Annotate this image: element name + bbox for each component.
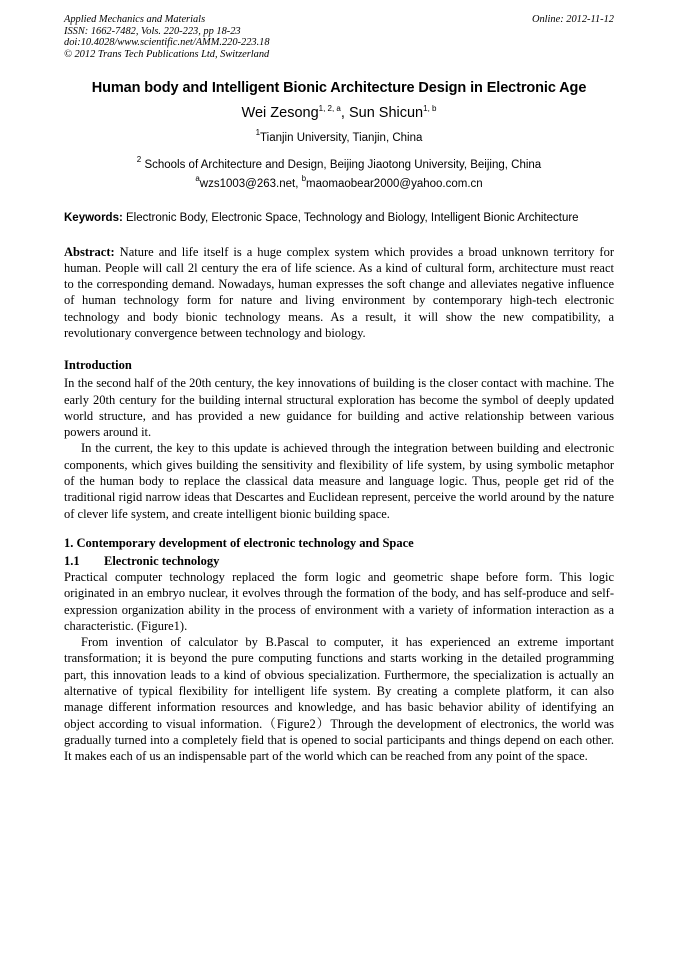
email-b-marker: b — [301, 174, 307, 183]
section-1-paragraph-1: Practical computer technology replaced the form logic and geometric shape before form. This logic originated in an embryo nuclear, it evolves through the formation of the body, and has self-produce and self-expression organization ability in the process of environment with a variety of information interaction as a characteristic. (Figure1). — [64, 569, 614, 633]
affiliation-1-marker: 1 — [255, 128, 261, 137]
author-2-name: Sun Shicun — [348, 105, 424, 121]
affiliation-1-text: Tianjin University, Tianjin, China — [260, 132, 423, 144]
subsection-title: Electronic technology — [104, 553, 220, 568]
section-1-heading: 1. Contemporary development of electronic technology and Space — [64, 535, 414, 550]
introduction-paragraph-1: In the second half of the 20th century, the key innovations of building is the closer contact with machine. The early 20th century for the building internal structural exploration has become the symbol of deeply updated world structure, and has provided a new guidance for building and active relationship between various powers around it. — [64, 376, 614, 440]
abstract — [64, 244, 614, 342]
email-a: wzs1003@263.net, — [199, 178, 302, 190]
section-1-paragraph-2: From invention of calculator by B.Pascal to computer, it has experienced an extreme important transformation; it is beyond the pure computing functions and starts working in the detailed programming part, this innovation leads to a kind of obvious specialization. Furthermore, the specialization is actually an alternative of typical flexibility for intelligent life system. By creating a complete platform, it can also manage different information resources and knowledge, and has basic behavior ability of identifying an object according to visual information.（Figure2）Through the development of electronics, the world was gradually turned into a completely field that is opened to social participants and things depend on each other. It makes each of us an indispensable part of the world which can be reached from any point of the space. — [64, 635, 614, 764]
keywords — [64, 211, 614, 225]
keywords-label: Keywords: — [64, 211, 123, 224]
affiliation-1 — [64, 126, 614, 146]
affiliation-2-text: Schools of Architecture and Design, Beijing Jiaotong University, Beijing, China — [141, 158, 542, 171]
issn-line: ISSN: 1662-7482, Vols. 220-223, pp 18-23 — [64, 25, 241, 37]
subsection-1-1-heading — [64, 553, 614, 569]
author-separator: , — [340, 105, 349, 121]
subsection-number: 1.1 — [64, 553, 80, 568]
affiliation-2 — [64, 153, 614, 173]
keywords-text: Electronic Body, Electronic Space, Technology and Biology, Intelligent Bionic Architecture — [122, 211, 579, 224]
copyright-line: © 2012 Trans Tech Publications Ltd, Switzerland — [64, 48, 270, 60]
author-2-affiliation-marker: 1, b — [423, 104, 437, 113]
email-a-marker: a — [195, 174, 200, 183]
introduction-paragraph-2: In the current, the key to this update is achieved through the integration between building and electronic components, which gives building the sensitivity and flexibility of life system, by using symbolic metaphor of the human body to replace the classical data measure and language logic. Thus, people get rid of the traditional rigid narrow ideas that Descartes and Euclidean represent, perceive the world around by the nature of clever life system, and create intelligent bionic building space. — [64, 441, 614, 521]
email-b: maomaobear2000@yahoo.com.cn — [306, 178, 483, 190]
author-1-affiliation-marker: 1, 2, a — [318, 104, 341, 113]
abstract-text: Nature and life itself is a huge complex system which provides a broad unknown territory for human. People will call 2l century the era of life science. As a kind of cultural form, architecture must react to the corresponding demand. Nowadays, human expresses the soft change and alleviates negative influence of human technology form for nature and living environment by contemporary high-tech electronic technology and body bionic technology means. As a result, it will show the new compatibility, a revolutionary convergence between technology and biology. — [64, 244, 614, 340]
doi-line: doi:10.4028/www.scientific.net/AMM.220-223.18 — [64, 37, 270, 48]
journal-header — [64, 14, 614, 60]
introduction-heading: Introduction — [64, 358, 132, 373]
journal-name: Applied Mechanics and Materials — [64, 14, 206, 25]
abstract-label: Abstract: — [64, 244, 115, 259]
paper-title: Human body and Intelligent Bionic Architecture Design in Electronic Age — [91, 80, 587, 96]
online-date: Online: 2012-11-12 — [531, 14, 614, 25]
author-1-name: Wei Zesong — [241, 105, 319, 121]
affiliation-2-marker: 2 — [136, 154, 142, 164]
paper-page — [64, 14, 614, 765]
author-line — [64, 104, 614, 121]
author-emails — [64, 172, 614, 192]
